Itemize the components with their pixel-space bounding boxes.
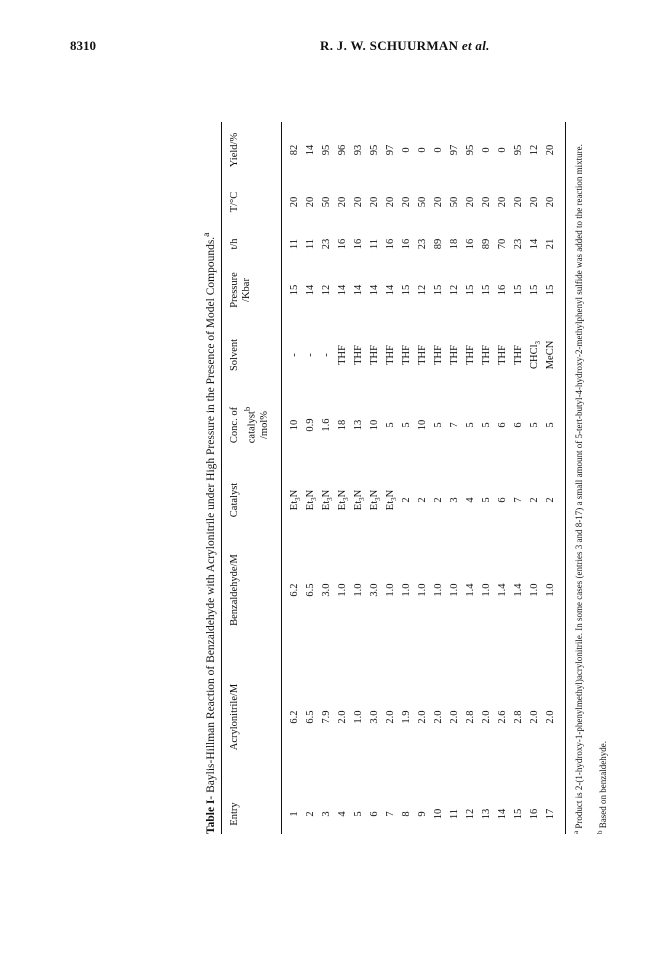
cell-pressure: 14 bbox=[337, 284, 348, 296]
table-top-rule bbox=[221, 122, 222, 834]
cell-solvent: THF bbox=[385, 345, 396, 365]
cell-temperature: 50 bbox=[417, 196, 428, 208]
cell-yield: 0 bbox=[401, 147, 412, 153]
cell-acrylonitrile: 2.0 bbox=[417, 710, 428, 724]
cell-entry: 2 bbox=[305, 811, 316, 817]
cell-benzaldehyde: 1.4 bbox=[513, 583, 524, 597]
cell-solvent: THF bbox=[369, 345, 380, 365]
cell-entry: 16 bbox=[529, 808, 540, 820]
cell-entry: 10 bbox=[433, 808, 444, 820]
cell-acrylonitrile: 1.9 bbox=[401, 710, 412, 724]
cell-time: 23 bbox=[321, 238, 332, 250]
cell-temperature: 20 bbox=[465, 196, 476, 208]
cell-benzaldehyde: 1.0 bbox=[529, 583, 540, 597]
cell-pressure: 14 bbox=[353, 284, 364, 296]
cell-temperature: 20 bbox=[337, 196, 348, 208]
cell-yield: 20 bbox=[545, 144, 556, 156]
cell-conc: 5 bbox=[433, 422, 444, 428]
cell-temperature: 20 bbox=[513, 196, 524, 208]
footnote-b-mark: b bbox=[596, 830, 604, 834]
cell-temperature: 50 bbox=[321, 196, 332, 208]
cell-pressure: 14 bbox=[385, 284, 396, 296]
cell-catalyst: 2 bbox=[417, 497, 428, 503]
cell-acrylonitrile: 6.2 bbox=[289, 710, 300, 724]
cell-conc: 5 bbox=[529, 422, 540, 428]
running-head bbox=[320, 38, 490, 54]
cell-benzaldehyde: 1.0 bbox=[433, 583, 444, 597]
cell-temperature: 20 bbox=[529, 196, 540, 208]
cell-solvent: THF bbox=[465, 345, 476, 365]
cell-benzaldehyde: 3.0 bbox=[369, 583, 380, 597]
cell-acrylonitrile: 7.9 bbox=[321, 710, 332, 724]
cell-conc: 10 bbox=[369, 419, 380, 431]
cell-catalyst: $Et_3N$ bbox=[337, 489, 351, 511]
cell-catalyst: $Et_3N$ bbox=[369, 489, 383, 511]
cell-time: 16 bbox=[385, 238, 396, 250]
cell-benzaldehyde: 1.0 bbox=[417, 583, 428, 597]
running-head-suffix: et al. bbox=[461, 38, 490, 53]
header-conc-line2 bbox=[241, 395, 259, 455]
footnote-b-text: Based on benzaldehyde. bbox=[598, 741, 608, 829]
cell-benzaldehyde: 1.0 bbox=[385, 583, 396, 597]
cell-solvent: THF bbox=[353, 345, 364, 365]
cell-time: 11 bbox=[305, 238, 316, 250]
cell-conc: 10 bbox=[417, 419, 428, 431]
footnote-a bbox=[571, 134, 585, 834]
cell-catalyst: $Et_3N$ bbox=[289, 489, 303, 511]
cell-acrylonitrile: 6.5 bbox=[305, 710, 316, 724]
cell-benzaldehyde: 1.0 bbox=[449, 583, 460, 597]
footnote-a-text: Product is 2-(1-hydroxy-1-phenylmethyl)acrylonitrile. In some cases (entries 3 and 8-17) a small amount of 5-tert-butyl-4-hydroxy-2-methylphenyl sulfide was added to the reaction mixture. bbox=[574, 144, 584, 829]
cell-benzaldehyde: 6.5 bbox=[305, 583, 316, 597]
cell-solvent: - bbox=[321, 353, 332, 357]
cell-entry: 4 bbox=[337, 811, 348, 817]
cell-entry: 5 bbox=[353, 811, 364, 817]
cell-entry: 13 bbox=[481, 808, 492, 820]
cell-yield: 95 bbox=[465, 144, 476, 156]
cell-time: 11 bbox=[289, 238, 300, 250]
cell-yield: 0 bbox=[497, 147, 508, 153]
header-catalyst: Catalyst bbox=[229, 482, 240, 518]
cell-temperature: 20 bbox=[289, 196, 300, 208]
cell-yield: 0 bbox=[433, 147, 444, 153]
cell-pressure: 12 bbox=[417, 284, 428, 296]
cell-acrylonitrile: 2.0 bbox=[449, 710, 460, 724]
table-title-note: a bbox=[201, 232, 212, 237]
cell-entry: 9 bbox=[417, 811, 428, 817]
header-conc-line1: Conc. of bbox=[229, 406, 240, 444]
cell-yield: 96 bbox=[337, 144, 348, 156]
cell-solvent: - bbox=[289, 353, 300, 357]
cell-temperature: 20 bbox=[305, 196, 316, 208]
cell-pressure: 15 bbox=[433, 284, 444, 296]
footnote-b bbox=[595, 134, 609, 834]
cell-conc: 5 bbox=[385, 422, 396, 428]
cell-acrylonitrile: 2.0 bbox=[433, 710, 444, 724]
cell-pressure: 12 bbox=[449, 284, 460, 296]
cell-yield: 0 bbox=[481, 147, 492, 153]
cell-benzaldehyde: 1.0 bbox=[337, 583, 348, 597]
cell-catalyst: $Et_3N$ bbox=[321, 489, 335, 511]
cell-yield: 97 bbox=[449, 144, 460, 156]
cell-acrylonitrile: 2.0 bbox=[529, 710, 540, 724]
cell-catalyst: 3 bbox=[449, 497, 460, 503]
header-pressure bbox=[229, 260, 253, 320]
cell-time: 89 bbox=[481, 238, 492, 250]
cell-yield: 97 bbox=[385, 144, 396, 156]
header-time: t/h bbox=[229, 238, 240, 250]
cell-entry: 12 bbox=[465, 808, 476, 820]
cell-acrylonitrile: 2.6 bbox=[497, 710, 508, 724]
cell-benzaldehyde: 1.4 bbox=[465, 583, 476, 597]
cell-catalyst: 6 bbox=[497, 497, 508, 503]
cell-time: 16 bbox=[465, 238, 476, 250]
cell-benzaldehyde: 1.0 bbox=[545, 583, 556, 597]
cell-temperature: 20 bbox=[545, 196, 556, 208]
cell-pressure: 16 bbox=[497, 284, 508, 296]
cell-yield: 82 bbox=[289, 144, 300, 156]
header-entry: Entry bbox=[229, 802, 240, 826]
cell-catalyst: 2 bbox=[545, 497, 556, 503]
cell-yield: 95 bbox=[369, 144, 380, 156]
cell-pressure: 15 bbox=[465, 284, 476, 296]
cell-catalyst: $Et_3N$ bbox=[385, 489, 399, 511]
cell-entry: 3 bbox=[321, 811, 332, 817]
header-conc-catalyst bbox=[229, 395, 271, 455]
header-benzaldehyde: Benzaldehyde/M bbox=[229, 554, 240, 626]
cell-benzaldehyde: 6.2 bbox=[289, 583, 300, 597]
header-pressure-line1: Pressure bbox=[229, 272, 240, 308]
cell-solvent: THF bbox=[481, 345, 492, 365]
header-solvent: Solvent bbox=[229, 338, 240, 372]
cell-pressure: 15 bbox=[513, 284, 524, 296]
cell-solvent: MeCN bbox=[545, 340, 556, 370]
cell-conc: 1.6 bbox=[321, 418, 332, 432]
cell-solvent: THF bbox=[513, 345, 524, 365]
cell-solvent: THF bbox=[449, 345, 460, 365]
cell-acrylonitrile: 1.0 bbox=[353, 710, 364, 724]
cell-conc: 18 bbox=[337, 419, 348, 431]
cell-entry: 17 bbox=[545, 808, 556, 820]
footnote-a-mark: a bbox=[572, 830, 580, 834]
cell-temperature: 20 bbox=[369, 196, 380, 208]
cell-entry: 8 bbox=[401, 811, 412, 817]
cell-temperature: 20 bbox=[385, 196, 396, 208]
cell-benzaldehyde: 1.0 bbox=[481, 583, 492, 597]
cell-solvent: THF bbox=[417, 345, 428, 365]
cell-conc: 5 bbox=[545, 422, 556, 428]
cell-yield: 14 bbox=[305, 144, 316, 156]
header-pressure-line2: /Kbar bbox=[241, 278, 252, 302]
running-head-authors: R. J. W. SCHUURMAN bbox=[320, 38, 459, 53]
cell-acrylonitrile: 2.0 bbox=[337, 710, 348, 724]
cell-acrylonitrile: 2.0 bbox=[545, 710, 556, 724]
header-conc-note: b bbox=[242, 406, 252, 412]
cell-time: 89 bbox=[433, 238, 444, 250]
cell-conc: 5 bbox=[401, 422, 412, 428]
cell-entry: 6 bbox=[369, 811, 380, 817]
cell-catalyst: 2 bbox=[433, 497, 444, 503]
cell-benzaldehyde: 3.0 bbox=[321, 583, 332, 597]
header-yield: Yield/% bbox=[229, 132, 240, 168]
cell-pressure: 15 bbox=[401, 284, 412, 296]
cell-solvent: - bbox=[305, 353, 316, 357]
cell-solvent: THF bbox=[337, 345, 348, 365]
header-temperature: T/°C bbox=[229, 191, 240, 213]
cell-solvent: CHCl$_3$ bbox=[529, 341, 543, 370]
cell-conc: 5 bbox=[481, 422, 492, 428]
cell-temperature: 20 bbox=[497, 196, 508, 208]
cell-yield: 93 bbox=[353, 144, 364, 156]
table-title-label: Table I bbox=[204, 799, 217, 834]
cell-time: 21 bbox=[545, 238, 556, 250]
cell-solvent: THF bbox=[497, 345, 508, 365]
rotated-table-block bbox=[195, 110, 625, 860]
table-header-rule bbox=[281, 122, 282, 834]
cell-time: 18 bbox=[449, 238, 460, 250]
cell-catalyst: 7 bbox=[513, 497, 524, 503]
cell-conc: 6 bbox=[513, 422, 524, 428]
cell-time: 14 bbox=[529, 238, 540, 250]
cell-conc: 13 bbox=[353, 419, 364, 431]
cell-pressure: 15 bbox=[529, 284, 540, 296]
cell-catalyst: 2 bbox=[529, 497, 540, 503]
header-conc-catalyst-word: catalyst bbox=[246, 411, 258, 444]
cell-acrylonitrile: 2.0 bbox=[385, 710, 396, 724]
cell-time: 23 bbox=[417, 238, 428, 250]
cell-conc: 0.9 bbox=[305, 418, 316, 432]
cell-conc: 6 bbox=[497, 422, 508, 428]
header-acrylonitrile: Acrylonitrile/M bbox=[229, 683, 240, 751]
cell-yield: 95 bbox=[513, 144, 524, 156]
cell-temperature: 20 bbox=[433, 196, 444, 208]
cell-time: 16 bbox=[353, 238, 364, 250]
cell-pressure: 15 bbox=[289, 284, 300, 296]
cell-yield: 0 bbox=[417, 147, 428, 153]
cell-conc: 5 bbox=[465, 422, 476, 428]
cell-entry: 1 bbox=[289, 811, 300, 817]
cell-acrylonitrile: 2.8 bbox=[465, 710, 476, 724]
cell-benzaldehyde: 1.0 bbox=[401, 583, 412, 597]
table-bottom-rule bbox=[565, 122, 566, 834]
cell-time: 11 bbox=[369, 238, 380, 250]
cell-solvent: THF bbox=[401, 345, 412, 365]
cell-acrylonitrile: 3.0 bbox=[369, 710, 380, 724]
cell-entry: 15 bbox=[513, 808, 524, 820]
cell-yield: 95 bbox=[321, 144, 332, 156]
table-title bbox=[201, 233, 217, 834]
cell-time: 70 bbox=[497, 238, 508, 250]
table-title-text: - Baylis-Hillman Reaction of Benzaldehyde with Acrylonitrile under High Pressure in the Presence of Model Compounds. bbox=[204, 236, 217, 800]
cell-temperature: 50 bbox=[449, 196, 460, 208]
cell-entry: 14 bbox=[497, 808, 508, 820]
cell-temperature: 20 bbox=[481, 196, 492, 208]
cell-conc: 10 bbox=[289, 419, 300, 431]
cell-pressure: 15 bbox=[481, 284, 492, 296]
cell-time: 23 bbox=[513, 238, 524, 250]
cell-catalyst: $Et_3N$ bbox=[305, 489, 319, 511]
cell-time: 16 bbox=[401, 238, 412, 250]
cell-pressure: 14 bbox=[305, 284, 316, 296]
cell-pressure: 12 bbox=[321, 284, 332, 296]
header-conc-line3: /mol% bbox=[258, 411, 270, 439]
cell-benzaldehyde: 1.4 bbox=[497, 583, 508, 597]
cell-entry: 11 bbox=[449, 808, 460, 820]
cell-acrylonitrile: 2.8 bbox=[513, 710, 524, 724]
cell-time: 16 bbox=[337, 238, 348, 250]
cell-entry: 7 bbox=[385, 811, 396, 817]
cell-benzaldehyde: 1.0 bbox=[353, 583, 364, 597]
cell-catalyst: 4 bbox=[465, 497, 476, 503]
cell-pressure: 15 bbox=[545, 284, 556, 296]
cell-acrylonitrile: 2.0 bbox=[481, 710, 492, 724]
cell-catalyst: 5 bbox=[481, 497, 492, 503]
cell-temperature: 20 bbox=[401, 196, 412, 208]
cell-yield: 12 bbox=[529, 144, 540, 156]
cell-solvent: THF bbox=[433, 345, 444, 365]
cell-pressure: 14 bbox=[369, 284, 380, 296]
cell-catalyst: $Et_3N$ bbox=[353, 489, 367, 511]
cell-catalyst: 2 bbox=[401, 497, 412, 503]
cell-temperature: 20 bbox=[353, 196, 364, 208]
page-number: 8310 bbox=[70, 38, 96, 53]
cell-conc: 7 bbox=[449, 422, 460, 428]
